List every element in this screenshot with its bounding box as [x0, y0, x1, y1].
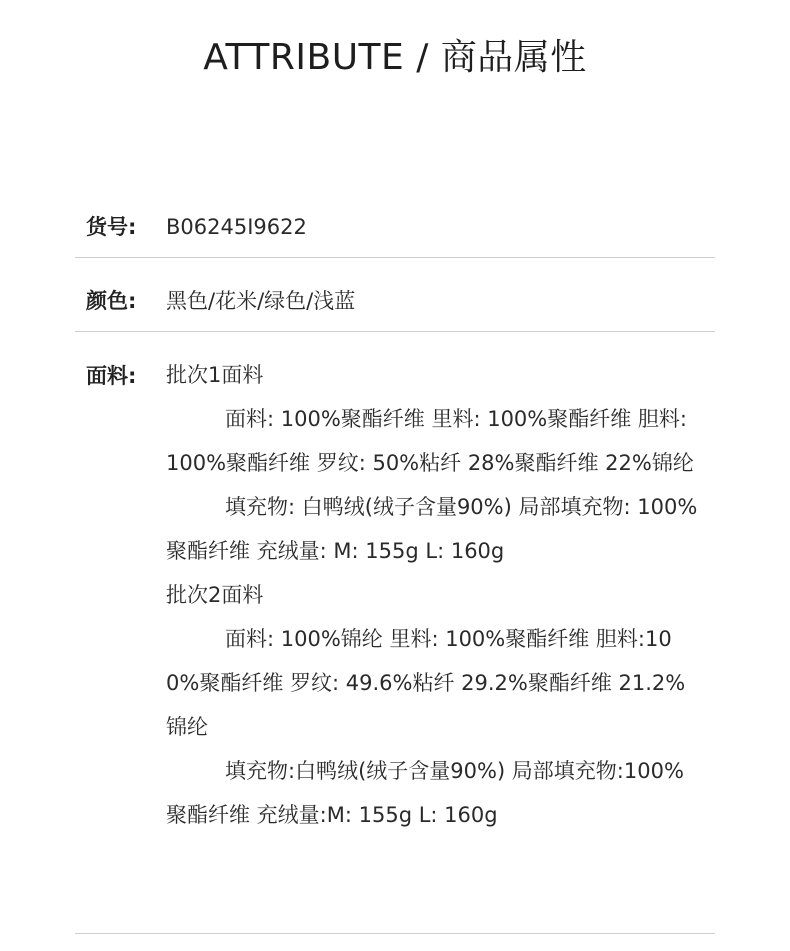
page-title: ATTRIBUTE / 商品属性: [203, 37, 587, 78]
batch1-heading: 批次1面料: [166, 363, 264, 387]
row-divider: [75, 257, 715, 258]
batch2-filling-text: 填充物:白鸭绒(绒子含量90%) 局部填充物:100%聚酯纤维 充绒量:M: 155g L: 160g: [166, 759, 684, 827]
item-no-label: 货号:: [86, 215, 137, 239]
fabric-details: [166, 353, 698, 837]
batch1-filling-text: 填充物: 白鸭绒(绒子含量90%) 局部填充物: 100%聚酯纤维 充绒量: M: 155g L: 160g: [166, 495, 698, 563]
item-no-value: B06245I9622: [166, 215, 307, 239]
color-value: 黑色/花米/绿色/浅蓝: [166, 289, 356, 313]
color-label: 颜色:: [86, 289, 137, 313]
row-divider: [75, 933, 715, 934]
batch1-fabric-text: 面料: 100%聚酯纤维 里料: 100%聚酯纤维 胆料: 100%聚酯纤维 罗纹: 50%粘纤 28%聚酯纤维 22%锦纶: [166, 407, 694, 475]
batch2-heading: 批次2面料: [166, 583, 264, 607]
batch2-fabric-text: 面料: 100%锦纶 里料: 100%聚酯纤维 胆料:100%聚酯纤维 罗纹: 49.6%粘纤 29.2%聚酯纤维 21.2%锦纶: [166, 627, 686, 739]
row-divider: [75, 331, 715, 332]
fabric-label: 面料:: [86, 364, 137, 388]
